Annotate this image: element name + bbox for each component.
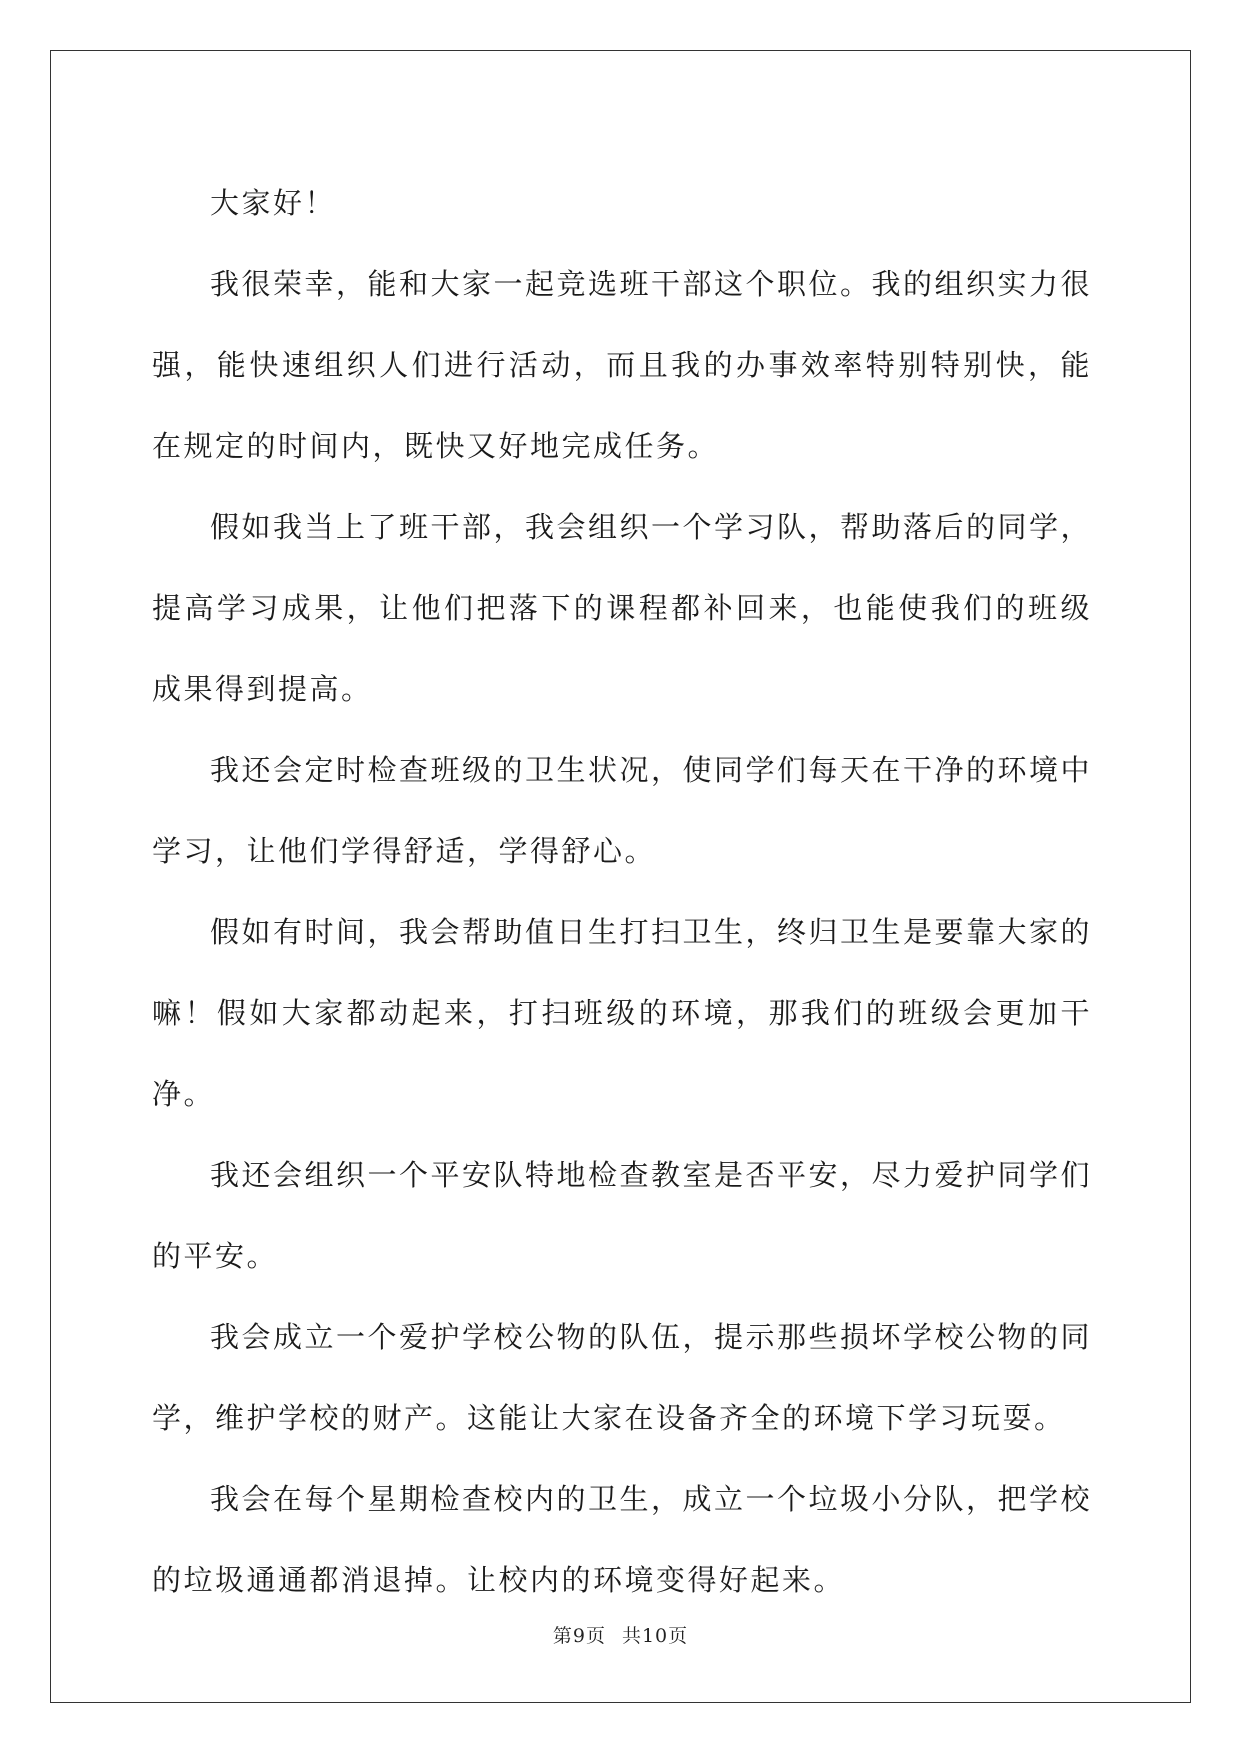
paragraph: 我会在每个星期检查校内的卫生，成立一个垃圾小分队，把学校的垃圾通通都消退掉。让校内的环境变得好起来。	[152, 1482, 1093, 1597]
total-pages: 共10页	[621, 1625, 689, 1647]
paragraph: 我还会组织一个平安队特地检查教室是否平安，尽力爱护同学们的平安。	[152, 1158, 1093, 1273]
page-footer	[0, 1621, 1241, 1648]
document-body	[152, 163, 1092, 1621]
paragraph: 假如有时间，我会帮助值日生打扫卫生，终归卫生是要靠大家的嘛！假如大家都动起来，打扫班级的环境，那我们的班级会更加干净。	[152, 915, 1093, 1111]
paragraph: 我很荣幸，能和大家一起竞选班干部这个职位。我的组织实力很强，能快速组织人们进行活动，而且我的办事效率特别特别快，能在规定的时间内，既快又好地完成任务。	[152, 267, 1093, 463]
paragraph: 我还会定时检查班级的卫生状况，使同学们每天在干净的环境中学习，让他们学得舒适，学得舒心。	[152, 753, 1093, 868]
page-number: 第9页	[552, 1625, 606, 1647]
paragraph: 我会成立一个爱护学校公物的队伍，提示那些损坏学校公物的同学，维护学校的财产。这能让大家在设备齐全的环境下学习玩耍。	[152, 1320, 1093, 1435]
paragraph: 假如我当上了班干部，我会组织一个学习队，帮助落后的同学，提高学习成果，让他们把落下的课程都补回来，也能使我们的班级成果得到提高。	[152, 510, 1093, 706]
paragraph-greeting: 大家好！	[210, 186, 337, 220]
